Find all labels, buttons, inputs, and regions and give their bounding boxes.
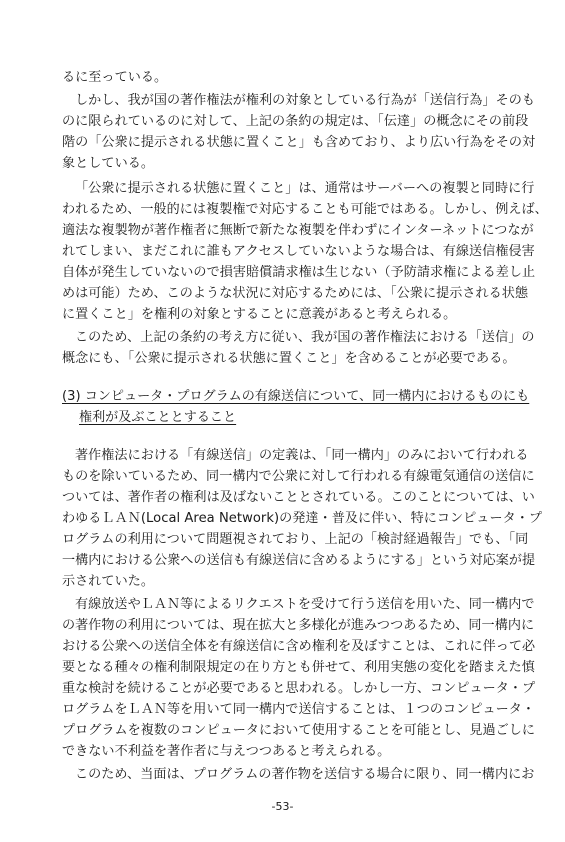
body-text-line: ログラムの利用について問題視されており、上記の「検討経過報告」でも、「同 — [62, 532, 529, 547]
body-text-line: このため、当面は、プログラムの著作物を送信する場合に限り、同一構内にお — [75, 767, 535, 782]
body-text-line: 概念にも、「公衆に提示される状態に置くこと」を含めることが必要である。 — [62, 351, 516, 366]
body-text-line: るに至っている。 — [62, 70, 168, 85]
body-text-line: 有線放送やＬＡＮ等によるリクエストを受けて行う送信を用いた、同一構内で — [75, 597, 535, 612]
body-text-line: 象としている。 — [62, 156, 155, 171]
body-text-line: できない不利益を著作者に与えつつあると考えられる。 — [62, 744, 391, 759]
body-text-line: わゆるＬＡＮ(Local Area Network)の発達・普及に伴い、特にコンピュータ・プ — [62, 511, 543, 526]
body-text-line: われるため、一般的には複製権で対応することも可能ではある。しかし、例えば、 — [62, 202, 548, 217]
body-text-line: 示されていた。 — [62, 574, 155, 589]
section-heading: (3) コンピュータ・プログラムの有線送信について、同一構内におけるものにも — [62, 389, 530, 404]
body-text-line: 要となる種々の権利制限規定の在り方とも併せて、利用実態の変化を踏まえた慎 — [62, 660, 535, 675]
body-text-line: のに限られているのに対して、上記の条約の規定は、「伝達」の概念にその前段 — [62, 114, 529, 129]
body-text-line: 階の「公衆に提示される状態に置くこと」も含めており、より広い行為をその対 — [62, 135, 536, 150]
body-text-line: 適法な複製物が著作権者に無断で新たな複製を伴わずにインターネットにつなが — [62, 223, 534, 238]
body-text-line: 重な検討を続けることが必要であると思われる。しかし一方、コンピュータ・プ — [62, 681, 536, 696]
body-text-line: に置くこと」を権利の対象とすることに意義があると考えられる。 — [62, 307, 457, 322]
body-text-line: おける公衆への送信全体を有線送信に含め権利を及ぼすことは、これに伴って必 — [62, 639, 536, 654]
body-text-line: れてしまい、まだこれに誰もアクセスしていないような場合は、有線送信権侵害 — [62, 244, 535, 259]
body-text-line: めは可能）ため、このような状況に対応するためには、「公衆に提示される状態 — [62, 286, 529, 301]
body-text-line: ログラムをＬＡＮ等を用いて同一構内で送信することは、１つのコンピュータ・ — [62, 702, 536, 717]
body-text-line: 一構内における公衆への送信も有線送信に含めるようにする」という対応案が提 — [62, 553, 536, 568]
body-text-line: ついては、著作者の権利は及ばないこととされている。このことについては、い — [62, 490, 535, 505]
body-text-line: プログラムを複数のコンピュータにおいて使用することを可能とし、見過ごしに — [62, 723, 536, 738]
body-text-line: ものを除いているため、同一構内で公衆に対して行われる有線電気通信の送信に — [62, 469, 535, 484]
body-text-line: 著作権法における「有線送信」の定義は、「同一構内」のみにおいて行われる — [75, 448, 529, 463]
body-text-line: しかし、我が国の著作権法が権利の対象としている行為が「送信行為」そのも — [75, 93, 536, 108]
page-number: -53- — [271, 800, 294, 813]
body-text-line: 自体が発生していないので損害賠償請求権は生じない（予防請求権による差し止 — [62, 265, 536, 280]
body-text-line: の著作物の利用については、現在拡大と多様化が進みつつあるため、同一構内に — [62, 618, 535, 633]
body-text-line: 「公衆に提示される状態に置くこと」は、通常はサーバーへの複製と同時に行 — [75, 181, 535, 196]
section-heading-continuation: 権利が及ぶこととすること — [79, 410, 237, 425]
body-text-line: このため、上記の条約の考え方に従い、我が国の著作権法における「送信」の — [75, 330, 535, 345]
